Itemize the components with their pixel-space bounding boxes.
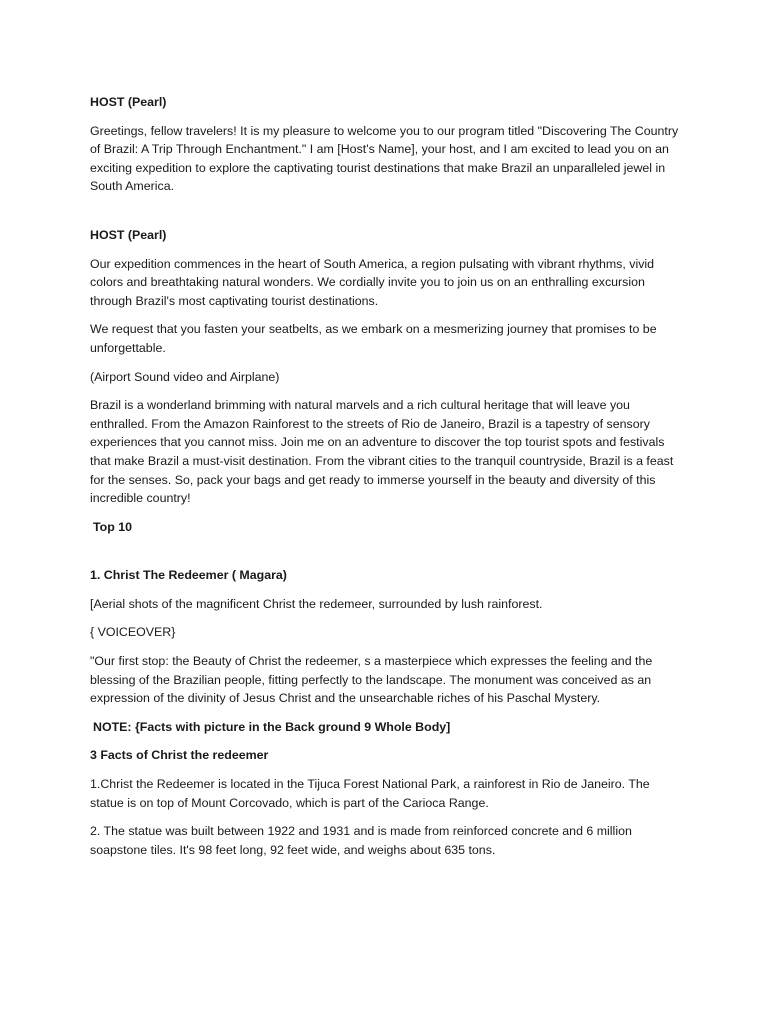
host-heading-2: HOST (Pearl)	[90, 227, 167, 242]
first-stop-paragraph: "Our first stop: the Beauty of Christ the redeemer, s a masterpiece which expresses the feeling and the blessing of the Brazilian people, fitting perfectly to the landscape. The monument was conceived as an expression of the divinity of Jesus Christ and the unsearchable riches of his Paschal Mystery.	[90, 654, 653, 706]
airport-cue: (Airport Sound video and Airplane)	[90, 369, 280, 384]
christ-redeemer-heading: 1. Christ The Redeemer ( Magara)	[90, 568, 287, 583]
host-heading-1: HOST (Pearl)	[90, 95, 167, 109]
wonderland-paragraph: Brazil is a wonderland brimming with natural marvels and a rich cultural heritage that will leave you enthralled. From the Amazon Rainforest to the streets of Rio de Janeiro, Brazil is a tapestry of sensory experiences that you cannot miss. Join me on an adventure to discover the top tourist spots and festivals that make Brazil a must-visit destination. From the vibrant cities to the tranquil countryside, Brazil is a feast for the senses. So, pack your bags and get ready to immerse yourself in the beauty and diversity of this incredible country!	[90, 398, 674, 506]
expedition-paragraph: Our expedition commences in the heart of South America, a region pulsating with vibrant rhythms, vivid colors and breathtaking natural wonders. We cordially invite you to join us on an enthralling excursion through Brazil's most captivating tourist destinations.	[90, 256, 655, 308]
seatbelts-paragraph: We request that you fasten your seatbelts, as we embark on a mesmerizing journey that promises to be unforgettable.	[90, 322, 657, 355]
greeting-paragraph: Greetings, fellow travelers! It is my pleasure to welcome you to our program titled "Discovering The Country of Brazil: A Trip Through Enchantment." I am [Host's Name], your host, and I am excited to lead you on an exciting expedition to explore the captivating tourist destinations that make Brazil an unparalleled jewel in South America.	[90, 123, 679, 194]
aerial-shots-cue: [Aerial shots of the magnificent Christ the redemeer, surrounded by lush rainforest.	[90, 596, 543, 611]
facts-heading: 3 Facts of Christ the redeemer	[90, 748, 269, 763]
fact-1-paragraph: 1.Christ the Redeemer is located in the Tijuca Forest National Park, a rainforest in Rio de Janeiro. The statue is on top of Mount Corcovado, which is part of the Carioca Range.	[90, 777, 650, 810]
note-line: NOTE: {Facts with picture in the Back ground 9 Whole Body]	[93, 719, 451, 734]
voiceover-cue: { VOICEOVER}	[90, 625, 176, 640]
fact-2-paragraph: 2. The statue was built between 1922 and 1931 and is made from reinforced concrete and 6 million soapstone tiles. It's 98 feet long, 92 feet wide, and weighs about 635 tons.	[90, 824, 632, 857]
top10-heading: Top 10	[93, 519, 133, 534]
